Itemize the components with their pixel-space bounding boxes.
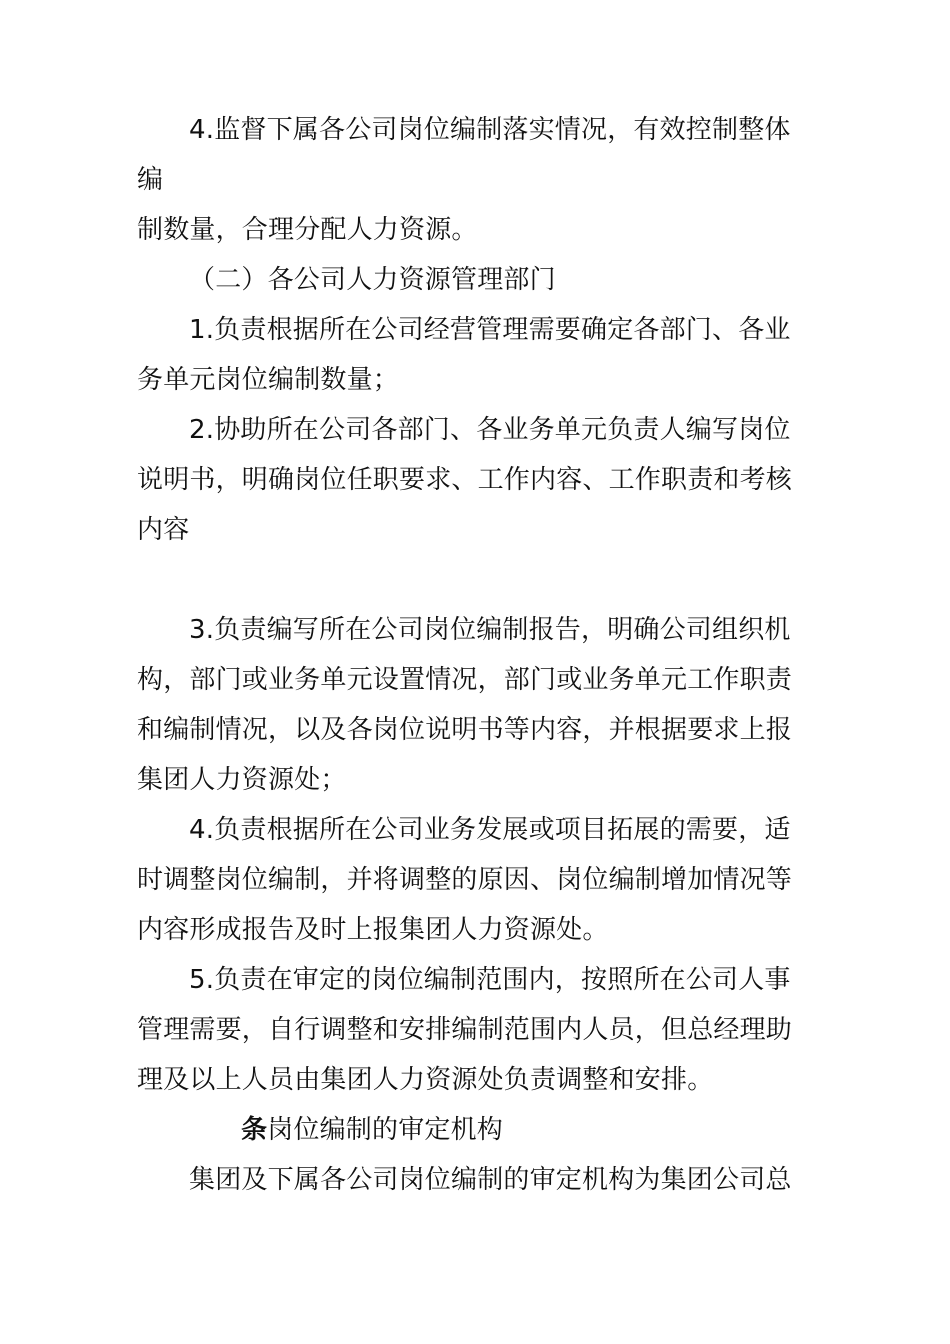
section-heading: （二）各公司人力资源管理部门 bbox=[189, 265, 556, 295]
paragraph-line: 集团及下属各公司岗位编制的审定机构为集团公司总 bbox=[189, 1165, 792, 1195]
paragraph-line: 5.负责在审定的岗位编制范围内，按照所在公司人事 bbox=[189, 965, 791, 995]
paragraph-line: 和编制情况，以及各岗位说明书等内容，并根据要求上报 bbox=[137, 715, 793, 745]
article-heading-text: 岗位编制的审定机构 bbox=[267, 1115, 504, 1145]
paragraph-line: 内容形成报告及时上报集团人力资源处。 bbox=[137, 915, 609, 945]
article-heading bbox=[241, 1113, 503, 1147]
paragraph-line: 内容 bbox=[137, 515, 190, 545]
paragraph-line: 制数量，合理分配人力资源。 bbox=[137, 215, 478, 245]
paragraph-line: 1.负责根据所在公司经营管理需要确定各部门、各业 bbox=[189, 315, 791, 345]
paragraph-line: 说明书，明确岗位任职要求、工作内容、工作职责和考核 bbox=[137, 465, 793, 495]
paragraph-line: 4.监督下属各公司岗位编制落实情况，有效控制整体 bbox=[189, 115, 791, 145]
paragraph-line: 3.负责编写所在公司岗位编制报告，明确公司组织机 bbox=[189, 615, 791, 645]
paragraph-line: 管理需要，自行调整和安排编制范围内人员，但总经理助 bbox=[137, 1015, 793, 1045]
paragraph-line: 构，部门或业务单元设置情况，部门或业务单元工作职责 bbox=[137, 665, 793, 695]
paragraph-line: 编 bbox=[137, 165, 164, 195]
paragraph-line: 集团人力资源处； bbox=[137, 765, 347, 795]
article-heading-prefix: 条 bbox=[241, 1115, 268, 1145]
paragraph-line: 理及以上人员由集团人力资源处负责调整和安排。 bbox=[137, 1065, 714, 1095]
paragraph-line: 4.负责根据所在公司业务发展或项目拓展的需要，适 bbox=[189, 815, 791, 845]
paragraph-line: 务单元岗位编制数量； bbox=[137, 365, 400, 395]
paragraph-line: 时调整岗位编制，并将调整的原因、岗位编制增加情况等 bbox=[137, 865, 793, 895]
paragraph-line: 2.协助所在公司各部门、各业务单元负责人编写岗位 bbox=[189, 415, 791, 445]
